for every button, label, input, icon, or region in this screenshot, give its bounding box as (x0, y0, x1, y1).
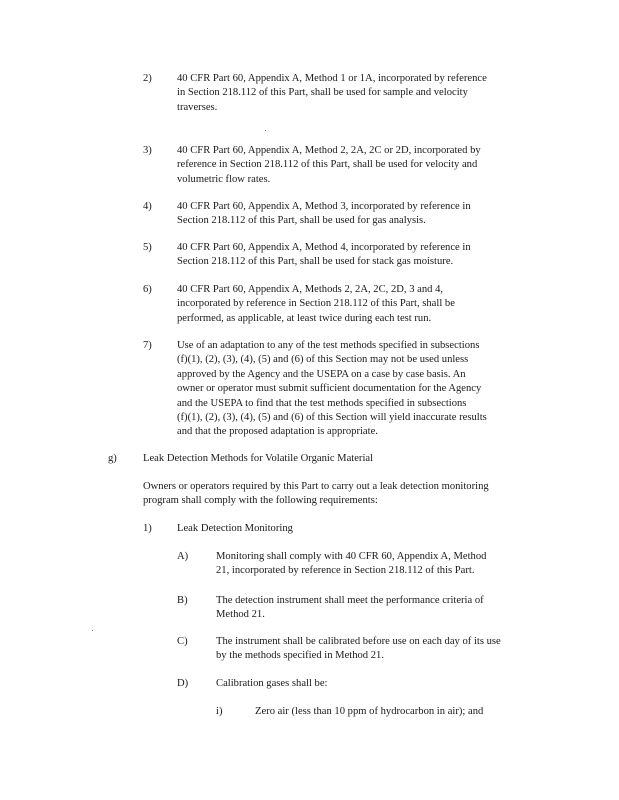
item-text-4 (177, 200, 471, 229)
text-line: incorporated by reference in Section 218.112 of this Part, shall be (177, 298, 455, 310)
text-line: performed, as applicable, at least twice during each test run. (177, 312, 432, 324)
text-line: The instrument shall be calibrated before use on each day of its use (216, 636, 501, 647)
text-line: (f)(1), (2), (3), (4), (5) and (6) of this Section may not be used unless (177, 354, 469, 366)
subsection-heading-1: Leak Detection Monitoring (177, 523, 293, 534)
item-label-3: 3) (143, 145, 152, 156)
item-label-4: 4) (143, 201, 152, 212)
text-line: Section 218.112 of this Part, shall be used for gas analysis. (177, 215, 426, 227)
item-label-2: 2) (143, 73, 152, 84)
text-line: 21, incorporated by reference in Section 218.112 of this Part. (216, 565, 475, 577)
sub-item-text-b (216, 594, 484, 623)
scan-speck (92, 630, 93, 631)
text-line: program shall comply with the following requirements: (143, 495, 378, 507)
text-line: Monitoring shall comply with 40 CFR 60, Appendix A, Method (216, 551, 487, 562)
text-line: Zero air (less than 10 ppm of hydrocarbon in air); and (255, 706, 484, 717)
text-line: Section 218.112 of this Part, shall be used for stack gas moisture. (177, 256, 454, 268)
text-line: owner or operator must submit sufficient documentation for the Agency (177, 383, 482, 395)
text-line: and that the proposed adaptation is appropriate. (177, 426, 378, 438)
item-text-3 (177, 144, 481, 187)
text-line: reference in Section 218.112 of this Part, shall be used for velocity and (177, 159, 478, 171)
sub-item-label-d: D) (177, 678, 189, 689)
item-text-6 (177, 283, 455, 326)
text-line: traverses. (177, 101, 218, 113)
text-line: and the USEPA to find that the test methods specified in subsections (177, 397, 467, 409)
sub-item-label-c: C) (177, 636, 188, 647)
item-label-5: 5) (143, 242, 152, 253)
scan-speck (265, 130, 266, 131)
text-line: volumetric flow rates. (177, 173, 271, 185)
text-line: 40 CFR Part 60, Appendix A, Method 3, incorporated by reference in (177, 201, 471, 212)
text-line: approved by the Agency and the USEPA on a case by case basis. An (177, 368, 466, 380)
roman-item-label-i: i) (216, 706, 223, 717)
text-line: 40 CFR Part 60, Appendix A, Method 2, 2A, 2C or 2D, incorporated by (177, 145, 481, 156)
sub-item-label-b: B) (177, 595, 188, 606)
text-line: The detection instrument shall meet the performance criteria of (216, 595, 484, 606)
text-line: 40 CFR Part 60, Appendix A, Method 4, incorporated by reference in (177, 242, 471, 253)
item-label-7: 7) (143, 340, 152, 351)
item-text-7 (177, 339, 487, 440)
item-label-6: 6) (143, 284, 152, 295)
text-line: Calibration gases shall be: (216, 678, 328, 689)
section-label-g: g) (108, 453, 117, 464)
item-text-2 (177, 72, 487, 115)
text-line: 40 CFR Part 60, Appendix A, Method 1 or 1A, incorporated by reference (177, 73, 487, 84)
text-line: by the methods specified in Method 21. (216, 650, 384, 662)
sub-item-label-a: A) (177, 551, 189, 562)
sub-item-text-d (216, 677, 328, 691)
sub-item-text-c (216, 635, 501, 664)
text-line: (f)(1), (2), (3), (4), (5) and (6) of this Section will yield inaccurate results (177, 412, 487, 424)
text-line: Method 21. (216, 609, 265, 621)
text-line: Owners or operators required by this Part to carry out a leak detection monitoring (143, 481, 489, 492)
section-heading-g: Leak Detection Methods for Volatile Organic Material (143, 453, 374, 464)
text-line: in Section 218.112 of this Part, shall be used for sample and velocity (177, 87, 468, 99)
sub-item-text-a (216, 550, 486, 579)
section-intro-g (143, 480, 489, 509)
item-text-5 (177, 241, 471, 270)
text-line: Use of an adaptation to any of the test methods specified in subsections (177, 340, 480, 351)
roman-item-text-i (255, 705, 483, 719)
text-line: 40 CFR Part 60, Appendix A, Methods 2, 2A, 2C, 2D, 3 and 4, (177, 284, 444, 295)
subsection-label-1: 1) (143, 523, 152, 534)
